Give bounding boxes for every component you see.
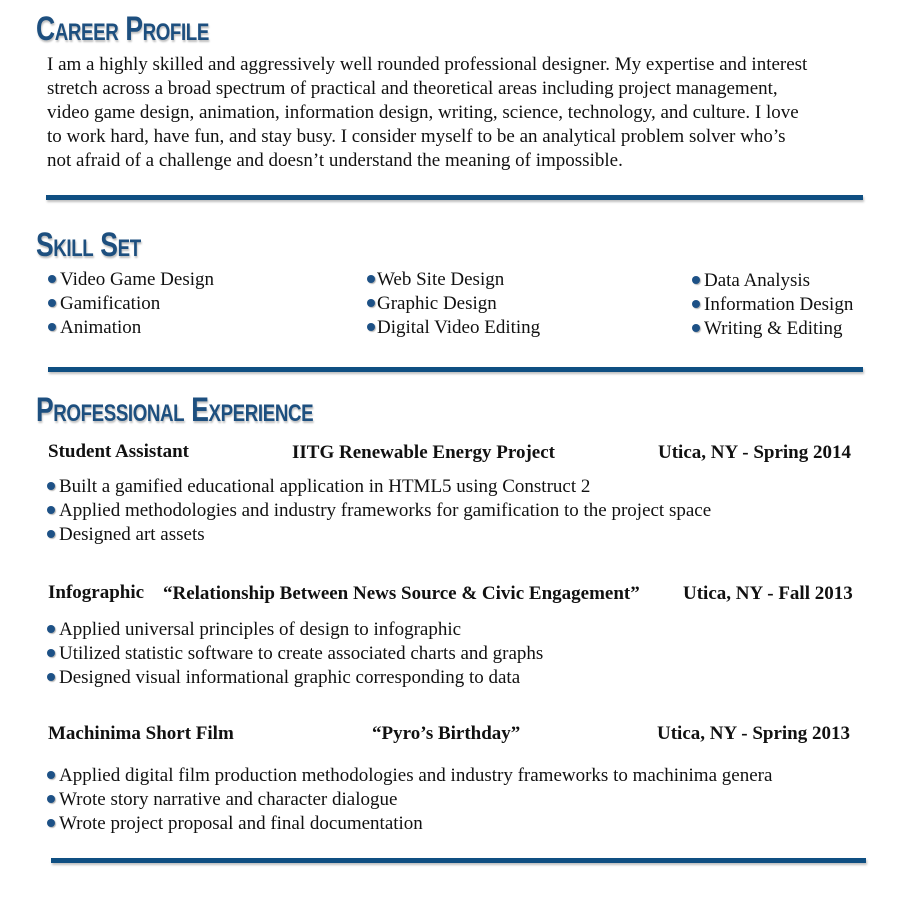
profile-line: I am a highly skilled and aggressively well rounded professional designer. My expertise and interest	[47, 54, 808, 75]
skill-item: Web Site Design	[367, 268, 504, 292]
skill-item: Information Design	[692, 293, 853, 317]
skill-item: Animation	[48, 316, 141, 340]
job-project: “Pyro’s Birthday”	[372, 723, 521, 744]
skill-item: Video Game Design	[48, 268, 214, 292]
skill-set-heading: Skill Set	[36, 226, 141, 264]
profile-line: to work hard, have fun, and stay busy. I consider myself to be an analytical problem solver who’s	[47, 126, 786, 147]
bullet-icon	[47, 506, 55, 514]
job-bullet: Applied universal principles of design to infographic	[47, 618, 461, 642]
job-location-date: Utica, NY - Fall 2013	[683, 583, 853, 604]
career-profile-heading: Career Profile	[36, 10, 209, 48]
job-project: IITG Renewable Energy Project	[292, 442, 555, 463]
profile-line: video game design, animation, information design, writing, science, technology, and culture. I love	[47, 102, 799, 123]
job-bullet: Designed visual informational graphic corresponding to data	[47, 666, 520, 690]
bullet-icon	[47, 649, 55, 657]
bullet-icon	[47, 771, 55, 779]
job-bullet: Designed art assets	[47, 523, 205, 547]
experience-heading: Professional Experience	[36, 391, 314, 429]
section-divider	[46, 195, 863, 200]
bullet-icon	[48, 323, 56, 331]
career-profile-text	[47, 53, 877, 173]
skill-item: Writing & Editing	[692, 317, 843, 341]
bullet-icon	[692, 276, 700, 284]
profile-line: stretch across a broad spectrum of practical and theoretical areas including project management,	[47, 78, 778, 99]
skill-item: Graphic Design	[367, 292, 497, 316]
job-bullet: Applied digital film production methodologies and industry frameworks to machinima genera	[47, 764, 772, 788]
bullet-icon	[47, 819, 55, 827]
job-project: “Relationship Between News Source & Civic Engagement”	[163, 583, 640, 604]
job-location-date: Utica, NY - Spring 2013	[657, 723, 850, 744]
section-divider	[48, 367, 863, 372]
skill-item: Data Analysis	[692, 269, 810, 293]
profile-line: not afraid of a challenge and doesn’t understand the meaning of impossible.	[47, 150, 623, 171]
bullet-icon	[47, 530, 55, 538]
job-bullet: Wrote story narrative and character dialogue	[47, 788, 397, 812]
bullet-icon	[367, 323, 375, 331]
bullet-icon	[692, 324, 700, 332]
bullet-icon	[47, 673, 55, 681]
skill-item: Digital Video Editing	[367, 316, 540, 340]
job-role: Infographic	[48, 582, 145, 603]
bullet-icon	[47, 482, 55, 490]
job-bullet: Built a gamified educational application in HTML5 using Construct 2	[47, 475, 590, 499]
job-role: Student Assistant	[48, 441, 189, 462]
bullet-icon	[48, 275, 56, 283]
job-bullet: Utilized statistic software to create associated charts and graphs	[47, 642, 543, 666]
bullet-icon	[48, 299, 56, 307]
bullet-icon	[367, 299, 375, 307]
bullet-icon	[47, 625, 55, 633]
job-bullet: Wrote project proposal and final documentation	[47, 812, 423, 836]
job-bullet: Applied methodologies and industry frameworks for gamification to the project space	[47, 499, 711, 523]
job-location-date: Utica, NY - Spring 2014	[658, 442, 851, 463]
section-divider	[51, 858, 866, 863]
bullet-icon	[47, 795, 55, 803]
bullet-icon	[692, 300, 700, 308]
job-role: Machinima Short Film	[48, 723, 234, 744]
skill-item: Gamification	[48, 292, 160, 316]
bullet-icon	[367, 275, 375, 283]
